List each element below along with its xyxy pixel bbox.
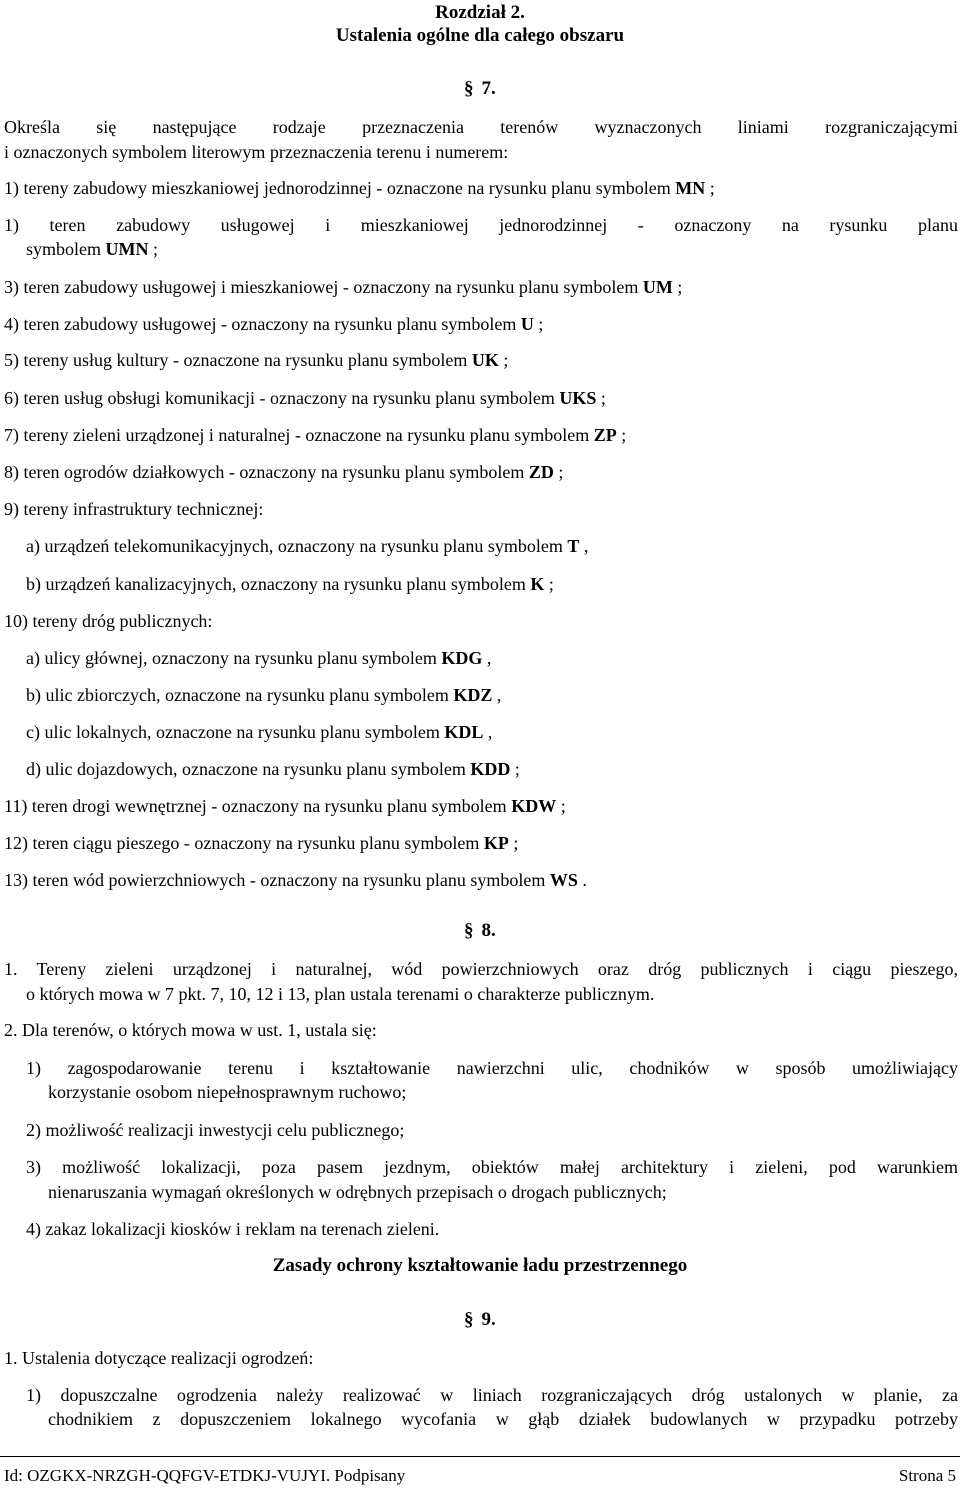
list-item <box>4 869 587 891</box>
list-item-text: . <box>577 870 587 890</box>
section-number: 8. <box>481 920 496 941</box>
land-use-symbol: KDL <box>444 722 484 742</box>
list-item-line: 1) teren zabudowy usługowej i mieszkaniowej jednorodzinnej - oznaczony na rysunku planu <box>4 215 958 235</box>
list-item-line: 1) zagospodarowanie terenu i kształtowanie nawierzchni ulic, chodników w sposób umożliwiający <box>26 1058 958 1078</box>
land-use-symbol: UK <box>471 350 499 370</box>
list-item-text: 6) teren usług obsługi komunikacji - oznaczony na rysunku planu symbolem <box>4 388 560 408</box>
footer-page-number: Strona 5 <box>898 1466 956 1485</box>
list-item-text: 8) teren ogrodów działkowych - oznaczony na rysunku planu symbolem <box>4 462 529 482</box>
list-item-text: ; <box>705 178 715 198</box>
list-item <box>4 461 563 483</box>
list-item-line: 3) możliwość lokalizacji, poza pasem jezdnym, obiektów małej architektury i zieleni, pod warunkiem <box>26 1157 958 1177</box>
list-item-text: 5) tereny usług kultury - oznaczone na rysunku planu symbolem <box>4 350 472 370</box>
section-heading: Zasady ochrony kształtowanie ładu przestrzennego <box>272 1255 688 1276</box>
list-item-line: chodnikiem z dopuszczeniem lokalnego wycofania w głąb działek budowlanych w przypadku potrzeby <box>48 1409 958 1429</box>
list-item-text: 11) teren drogi wewnętrznej - oznaczony na rysunku planu symbolem <box>4 796 512 816</box>
list-item-text: d) ulic dojazdowych, oznaczone na rysunku planu symbolem <box>26 759 471 779</box>
land-use-symbol: WS <box>549 870 578 890</box>
sub-list-item <box>26 647 491 669</box>
par7-intro-line1: Określa się następujące rodzaje przeznaczenia terenów wyznaczonych liniami rozgraniczającymi <box>4 117 958 137</box>
list-item-text: , <box>492 685 502 705</box>
land-use-symbol: ZP <box>593 425 617 445</box>
list-item-text: ; <box>616 425 627 445</box>
list-item <box>4 313 543 335</box>
list-item <box>4 349 508 371</box>
land-use-symbol: U <box>520 314 534 334</box>
list-item-text: 13) teren wód powierzchniowych - oznaczony na rysunku planu symbolem <box>4 870 550 890</box>
list-item-text: ; <box>498 350 509 370</box>
list-item-text: c) ulic lokalnych, oznaczone na rysunku planu symbolem <box>26 722 445 742</box>
land-use-symbol: KDZ <box>453 685 493 705</box>
list-item-text: , <box>579 536 589 556</box>
list-item-line: 1) dopuszczalne ogrodzenia należy realizować w liniach rozgraniczających dróg ustalonych w planie, za <box>26 1385 958 1405</box>
list-item: 4) zakaz lokalizacji kiosków i reklam na terenach zieleni. <box>26 1219 440 1239</box>
list-item-text: a) ulicy głównej, oznaczony na rysunku planu symbolem <box>26 648 442 668</box>
list-item-text: 4) teren zabudowy usługowej - oznaczony na rysunku planu symbolem <box>4 314 521 334</box>
footer-rule <box>0 1456 960 1457</box>
list-item: 9) tereny infrastruktury technicznej: <box>4 499 264 519</box>
land-use-symbol: K <box>530 574 545 594</box>
land-use-symbol: KDW <box>511 796 557 816</box>
list-item-text: symbolem <box>26 239 106 259</box>
land-use-symbol: UKS <box>559 388 597 408</box>
list-item-text: ; <box>533 314 544 334</box>
list-item-line: korzystanie osobom niepełnosprawnym ruchowo; <box>48 1082 407 1102</box>
list-item-text: ; <box>556 796 566 816</box>
list-item-text: ; <box>510 759 520 779</box>
section-sign-icon: § <box>464 920 474 941</box>
par9-p1: 1. Ustalenia dotyczące realizacji ogrodzeń: <box>4 1348 314 1368</box>
list-item-text: ; <box>553 462 564 482</box>
list-item <box>4 177 715 199</box>
list-item <box>4 424 626 446</box>
list-item-text: b) urządzeń kanalizacyjnych, oznaczony na rysunku planu symbolem <box>26 574 531 594</box>
land-use-symbol: MN <box>675 178 706 198</box>
list-item-text: 3) teren zabudowy usługowej i mieszkaniowej - oznaczony na rysunku planu symbolem <box>4 277 643 297</box>
list-item-text: ; <box>672 277 683 297</box>
sub-list-item <box>26 758 520 780</box>
section-sign-icon: § <box>464 78 474 99</box>
sub-list-item <box>26 684 501 706</box>
list-item-text: ; <box>508 833 519 853</box>
list-item <box>4 795 566 817</box>
list-item-line: nienaruszania wymagań określonych w odrębnych przepisach o drogach publicznych; <box>48 1182 667 1202</box>
footer-document-id: Id: OZGKX-NRZGH-QQFGV-ETDKJ-VUJYI. Podpisany <box>4 1466 406 1485</box>
list-item-line <box>26 238 158 260</box>
chapter-title: Rozdział 2. <box>435 2 525 23</box>
land-use-symbol: KDG <box>441 648 483 668</box>
land-use-symbol: T <box>567 536 580 556</box>
sub-list-item <box>26 573 554 595</box>
list-item-text: 12) teren ciągu pieszego - oznaczony na rysunku planu symbolem <box>4 833 484 853</box>
land-use-symbol: KDD <box>470 759 511 779</box>
land-use-symbol: KP <box>483 833 509 853</box>
section-number: 9. <box>481 1309 496 1330</box>
list-item-text: b) ulic zbiorczych, oznaczone na rysunku planu symbolem <box>26 685 454 705</box>
list-item-text: a) urządzeń telekomunikacyjnych, oznaczony na rysunku planu symbolem <box>26 536 568 556</box>
land-use-symbol: UMN <box>105 239 149 259</box>
section-7-heading <box>464 78 496 100</box>
list-item <box>4 276 682 298</box>
list-item-text: ; <box>596 388 606 408</box>
section-8-heading <box>464 920 496 942</box>
section-number: 7. <box>481 78 496 99</box>
list-item-text: ; <box>148 239 159 259</box>
list-item-text: 1) tereny zabudowy mieszkaniowej jednorodzinnej - oznaczone na rysunku planu symbolem <box>4 178 676 198</box>
chapter-subtitle: Ustalenia ogólne dla całego obszaru <box>335 25 625 46</box>
list-item-text: 7) tereny zieleni urządzonej i naturalnej - oznaczone na rysunku planu symbolem <box>4 425 594 445</box>
list-item: 10) tereny dróg publicznych: <box>4 611 213 631</box>
list-item <box>4 387 606 409</box>
par8-p1-line1: 1. Tereny zieleni urządzonej i naturalnej, wód powierzchniowych oraz dróg publicznych i ciągu pieszego, <box>4 959 958 979</box>
land-use-symbol: ZD <box>528 462 554 482</box>
par7-intro-line2: i oznaczonych symbolem literowym przeznaczenia terenu i numerem: <box>4 142 509 162</box>
sub-list-item <box>26 721 492 743</box>
land-use-symbol: UM <box>642 277 673 297</box>
list-item-text: , <box>483 722 493 742</box>
section-9-heading <box>464 1309 496 1331</box>
list-item-text: , <box>482 648 492 668</box>
list-item-text: ; <box>544 574 554 594</box>
par8-p1-line2: o których mowa w 7 pkt. 7, 10, 12 i 13, plan ustala terenami o charakterze publicznym. <box>26 984 655 1004</box>
par8-p2: 2. Dla terenów, o których mowa w ust. 1, ustala się: <box>4 1020 377 1040</box>
sub-list-item <box>26 535 588 557</box>
section-sign-icon: § <box>464 1309 474 1330</box>
list-item: 2) możliwość realizacji inwestycji celu publicznego; <box>26 1120 405 1140</box>
list-item <box>4 832 518 854</box>
